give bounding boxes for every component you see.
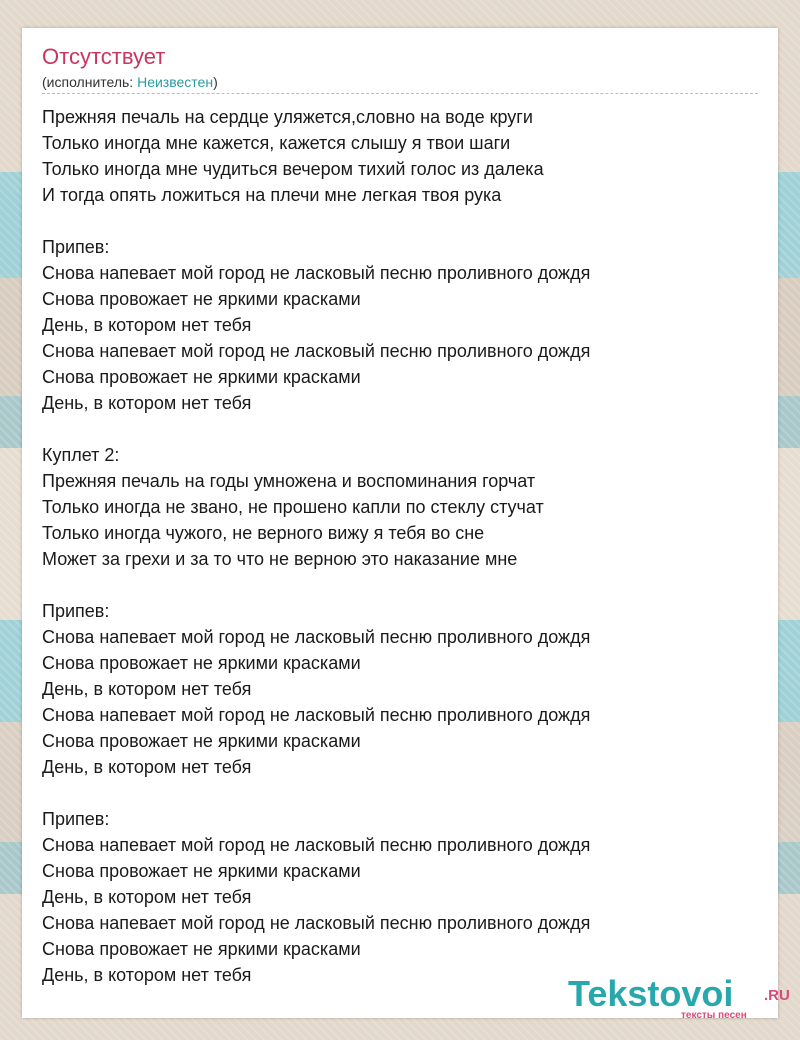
lyrics-line: Прежняя печаль на годы умножена и воспоминания горчат <box>42 471 536 491</box>
lyrics-blank-line <box>42 208 590 234</box>
lyrics-line: Припев: <box>42 237 110 257</box>
site-logo[interactable] <box>568 974 798 1024</box>
lyrics-line: День, в котором нет тебя <box>42 679 252 699</box>
logo-tagline: тексты песен <box>681 1010 747 1021</box>
lyrics-line: И тогда опять ложиться на плечи мне легкая твоя рука <box>42 185 502 205</box>
divider <box>42 93 758 94</box>
lyrics-line: Снова напевает мой город не ласковый песню проливного дождя <box>42 835 591 855</box>
lyrics-line: Снова провожает не яркими красками <box>42 731 361 751</box>
lyrics-line: Прежняя печаль на сердце уляжется,словно на воде круги <box>42 107 533 127</box>
logo-tld: .RU <box>764 987 790 1004</box>
artist-link[interactable]: Неизвестен <box>137 74 214 90</box>
lyrics-line: День, в котором нет тебя <box>42 887 252 907</box>
lyrics-blank-line <box>42 780 590 806</box>
lyrics-line: День, в котором нет тебя <box>42 315 252 335</box>
lyrics-blank-line <box>42 416 590 442</box>
lyrics-line: День, в котором нет тебя <box>42 757 252 777</box>
lyrics-line: Снова напевает мой город не ласковый песню проливного дождя <box>42 263 591 283</box>
artist-suffix: ) <box>213 74 218 90</box>
lyrics-line: Куплет 2: <box>42 445 120 465</box>
logo-wordmark: Tekstovoi <box>568 973 734 1014</box>
artist-prefix: (исполнитель: <box>42 74 138 90</box>
lyrics-line: Только иногда мне чудиться вечером тихий голос из далека <box>42 159 544 179</box>
lyrics-card <box>22 28 790 1021</box>
song-title: Отсутствует <box>42 44 166 69</box>
lyrics-line: Снова напевает мой город не ласковый песню проливного дождя <box>42 705 591 725</box>
lyrics-body <box>42 104 590 988</box>
lyrics-blank-line <box>42 572 590 598</box>
lyrics-line: Снова напевает мой город не ласковый песню проливного дождя <box>42 341 591 361</box>
artist-line <box>42 73 218 91</box>
lyrics-line: Только иногда чужого, не верного вижу я тебя во сне <box>42 523 485 543</box>
lyrics-line: Снова напевает мой город не ласковый песню проливного дождя <box>42 913 591 933</box>
lyrics-line: Снова напевает мой город не ласковый песню проливного дождя <box>42 627 591 647</box>
lyrics-line: Снова провожает не яркими красками <box>42 289 361 309</box>
lyrics-line: Может за грехи и за то что не верною это наказание мне <box>42 549 518 569</box>
lyrics-line: Припев: <box>42 809 110 829</box>
lyrics-line: Снова провожает не яркими красками <box>42 939 361 959</box>
lyrics-line: День, в котором нет тебя <box>42 393 252 413</box>
lyrics-line: Снова провожает не яркими красками <box>42 861 361 881</box>
lyrics-line: День, в котором нет тебя <box>42 965 252 985</box>
lyrics-line: Припев: <box>42 601 110 621</box>
lyrics-line: Снова провожает не яркими красками <box>42 367 361 387</box>
lyrics-line: Только иногда не звано, не прошено капли по стеклу стучат <box>42 497 544 517</box>
lyrics-line: Снова провожает не яркими красками <box>42 653 361 673</box>
lyrics-line: Только иногда мне кажется, кажется слышу я твои шаги <box>42 133 511 153</box>
